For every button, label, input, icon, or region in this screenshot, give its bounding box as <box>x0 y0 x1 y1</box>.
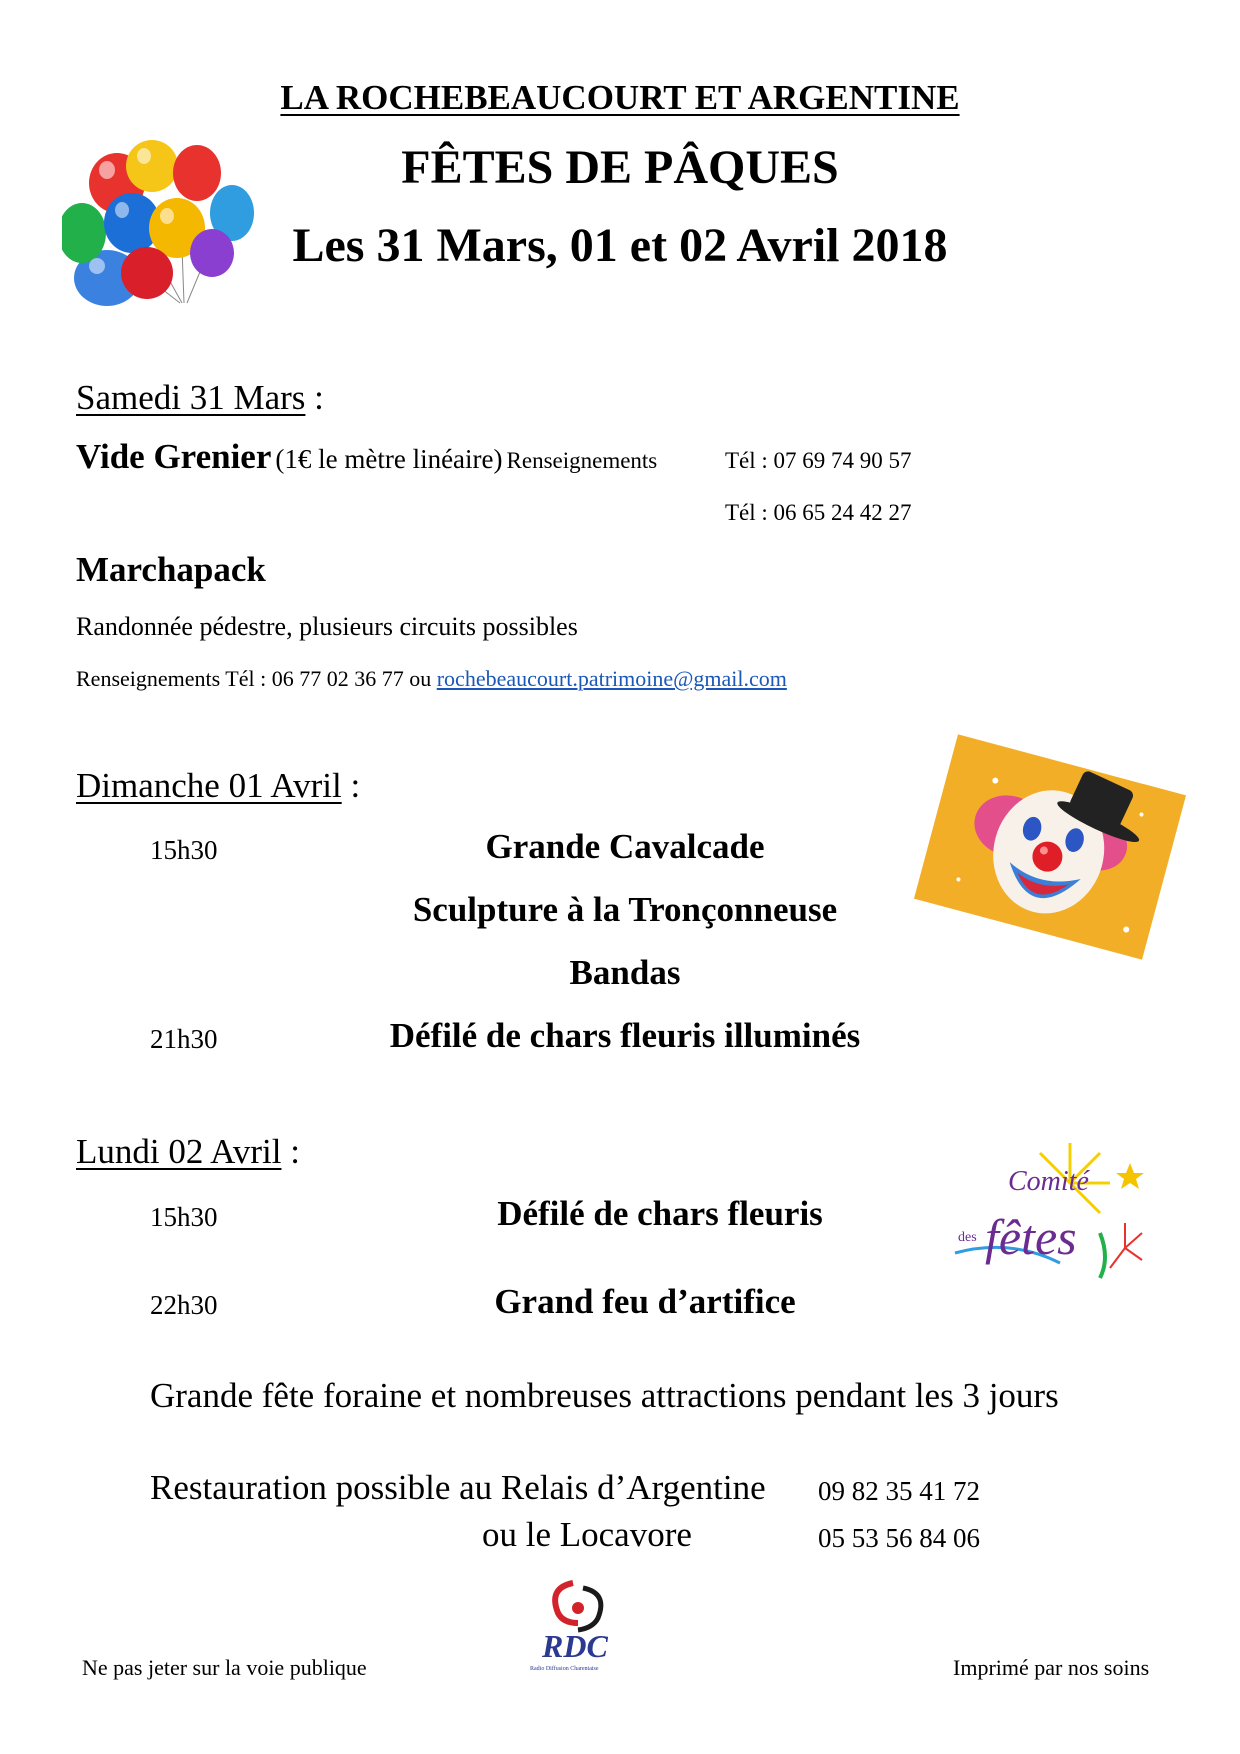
footer-left: Ne pas jeter sur la voie publique <box>82 1655 367 1680</box>
monday-day: Lundi 02 Avril <box>76 1132 282 1171</box>
restaurant-line-2: ou le Locavore <box>482 1515 692 1554</box>
vide-grenier-info-label: Renseignements <box>506 448 658 473</box>
marchapack-info: Renseignements Tél : 06 77 02 36 77 ou <box>76 666 437 691</box>
event-title: FÊTES DE PÂQUES <box>401 141 839 194</box>
marchapack-description: Randonnée pédestre, plusieurs circuits possibles <box>76 612 578 641</box>
vide-grenier-title: Vide Grenier <box>76 437 272 476</box>
comite-word: Comité <box>1008 1166 1089 1197</box>
saturday-colon: : <box>305 378 324 417</box>
saturday-heading <box>76 378 324 418</box>
monday-heading <box>76 1132 300 1172</box>
monday-event-1: Défilé de chars fleuris <box>497 1194 823 1233</box>
saturday-day: Samedi 31 Mars <box>76 378 306 417</box>
sunday-day: Dimanche 01 Avril <box>76 766 342 805</box>
sunday-event-1: Grande Cavalcade <box>485 827 765 866</box>
sunday-colon: : <box>341 766 361 805</box>
sunday-heading <box>76 766 360 806</box>
vide-grenier-price: (1€ le mètre linéaire) <box>275 444 503 474</box>
clown-illustration <box>910 722 1190 972</box>
comite-des-fetes-logo <box>950 1138 1145 1293</box>
sunday-event-4: Défilé de chars fleuris illuminés <box>389 1016 861 1055</box>
restaurant-phone-2: 05 53 56 84 06 <box>818 1523 980 1553</box>
event-dates: Les 31 Mars, 01 et 02 Avril 2018 <box>292 219 948 272</box>
sunday-event-2: Sculpture à la Tronçonneuse <box>412 890 838 929</box>
rdc-logo <box>528 1578 628 1678</box>
rdc-text: RDC <box>542 1628 608 1664</box>
sunday-time-1: 15h30 <box>150 835 218 865</box>
balloons-icon <box>62 138 258 308</box>
monday-time-2: 22h30 <box>150 1290 218 1320</box>
organizer-title: LA ROCHEBEAUCOURT ET ARGENTINE <box>280 78 960 117</box>
marchapack-email-link[interactable]: rochebeaucourt.patrimoine@gmail.com <box>436 666 787 691</box>
monday-colon: : <box>281 1132 300 1171</box>
vide-grenier-phone-2: Tél : 06 65 24 42 27 <box>725 500 912 525</box>
restaurant-phone-1: 09 82 35 41 72 <box>818 1476 980 1506</box>
rdc-subtext: Radio Diffusion Charentaise <box>530 1666 599 1672</box>
fetes-word: fêtes <box>985 1209 1077 1265</box>
monday-event-2: Grand feu d’artifice <box>494 1282 796 1321</box>
marchapack-contact <box>76 666 787 692</box>
vide-grenier-line <box>76 437 657 477</box>
monday-time-1: 15h30 <box>150 1202 218 1232</box>
vide-grenier-phone-1: Tél : 07 69 74 90 57 <box>725 448 912 473</box>
fair-text: Grande fête foraine et nombreuses attractions pendant les 3 jours <box>150 1376 1059 1415</box>
restaurant-line-1: Restauration possible au Relais d’Argentine <box>150 1468 766 1507</box>
marchapack-title: Marchapack <box>76 550 266 589</box>
footer-right: Imprimé par nos soins <box>953 1655 1150 1680</box>
des-word: des <box>958 1230 977 1245</box>
sunday-time-4: 21h30 <box>150 1024 218 1054</box>
sunday-event-3: Bandas <box>569 953 681 992</box>
